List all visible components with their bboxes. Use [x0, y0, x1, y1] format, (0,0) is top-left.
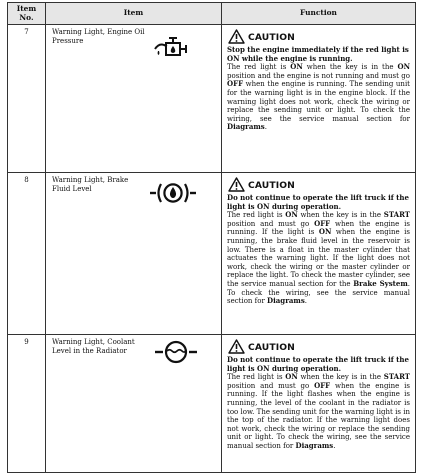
function-text: The red light is ON when the key is in the START position and must go OFF when the engine is running. If the light flashes when the engine is running, the level of the coolant in the radiator is too low. The sending unit for the warning light is in the top of the radiator. If the warning light does not work, check the wiring or replace the sending unit or light. To check the wiring, see the service manual section for Diagrams.	[227, 372, 410, 450]
caution-triangle-icon	[228, 177, 245, 192]
caution-label: CAUTION	[248, 341, 295, 353]
table-row	[8, 173, 416, 335]
caution-label: CAUTION	[248, 31, 295, 43]
function-cell	[222, 173, 416, 335]
item-name: Warning Light, Brake Fluid Level	[52, 176, 129, 193]
coolant-level-icon	[154, 340, 198, 367]
caution-triangle-icon	[228, 29, 245, 44]
item-number: 9	[8, 335, 46, 473]
item-number: 7	[8, 25, 46, 173]
caution-warning: Stop the engine immediately if the red light is ON while the engine is running.	[227, 45, 409, 63]
caution-header	[228, 339, 410, 354]
oil-can-icon	[153, 33, 197, 62]
caution-label: CAUTION	[248, 179, 295, 191]
item-name: Warning Light, Coolant Level in the Radiator	[52, 338, 135, 355]
item-cell	[46, 25, 222, 173]
table-row	[8, 335, 416, 473]
caution-warning: Do not continue to operate the lift truck if the light is ON during operation.	[227, 355, 409, 373]
header-item: Item	[46, 3, 222, 25]
header-item-no: Item No.	[8, 3, 46, 25]
item-number: 8	[8, 173, 46, 335]
caution-warning: Do not continue to operate the lift truck if the light is ON during operation.	[227, 193, 409, 211]
function-cell	[222, 335, 416, 473]
function-text: The red light is ON when the key is in the ON position and the engine is not running and must go OFF when the engine is running. The sending unit for the warning light is in the engine block. If the warning light does not work, check the wiring or replace the sending unit or light. To check the wiring, see the service manual section for Diagrams.	[227, 62, 410, 132]
table-header-row	[8, 3, 416, 25]
function-text: The red light is ON when the key is in the START position and must go OFF when the engine is running. If the light is ON when the engine is running, the brake fluid level in the reservoir is low. There is a float in the master cylinder that actuates the warning light. If the light does not work, check the wiring or the master cylinder or replace the light. To check the master cylinder, see the service manual section for the Brake System. To check the wiring, see the service manual section for Diagrams.	[227, 210, 410, 306]
table-row	[8, 25, 416, 173]
brake-fluid-icon	[149, 180, 197, 209]
caution-header	[228, 177, 410, 192]
item-cell	[46, 335, 222, 473]
function-cell	[222, 25, 416, 173]
caution-header	[228, 29, 410, 44]
header-function: Function	[222, 3, 416, 25]
specification-table	[7, 2, 416, 473]
item-cell	[46, 173, 222, 335]
item-name: Warning Light, Engine Oil Pressure	[52, 28, 145, 45]
caution-triangle-icon	[228, 339, 245, 354]
